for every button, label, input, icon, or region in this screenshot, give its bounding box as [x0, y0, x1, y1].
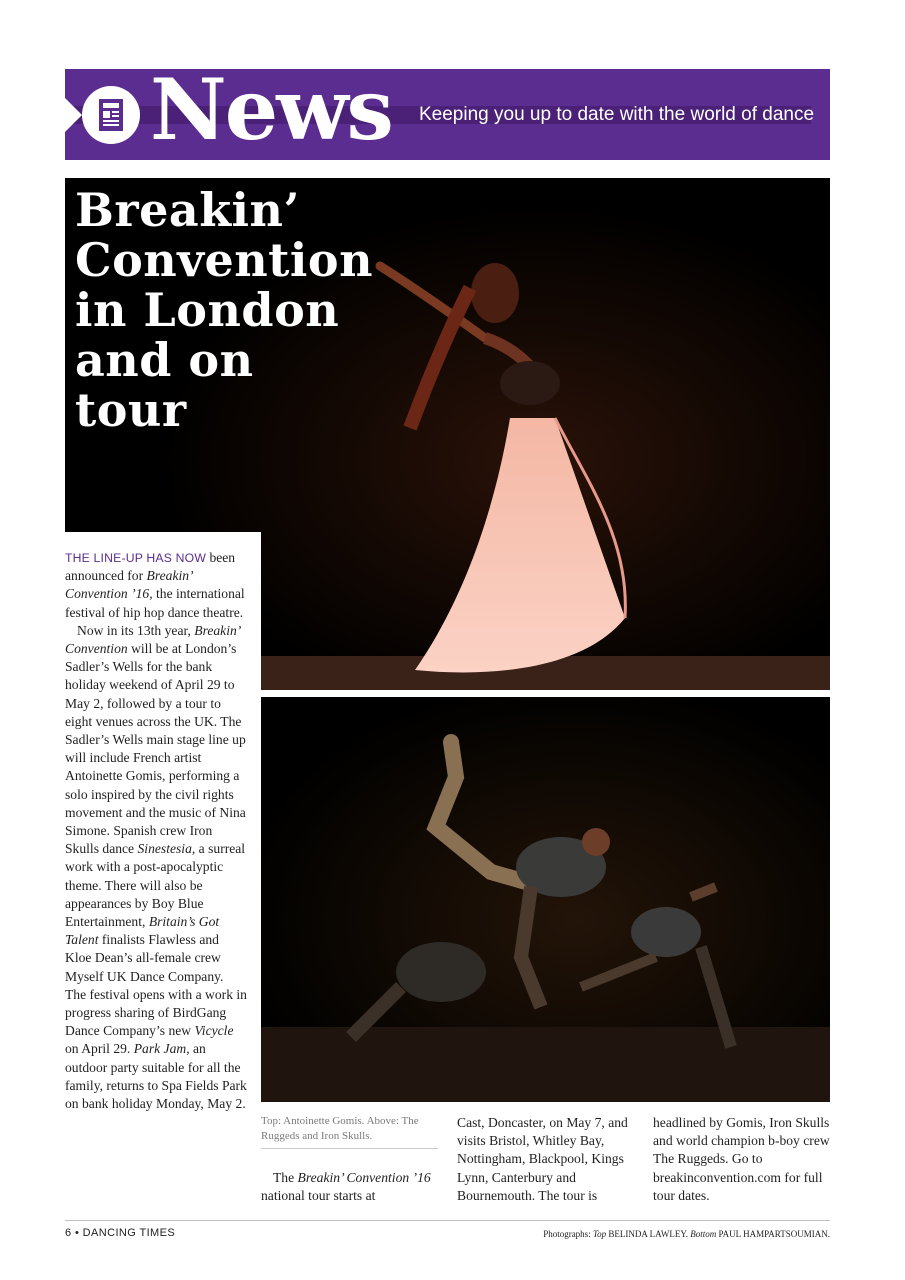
tour-headliners: headlined by Gomis, Iron Skulls and world champion b-boy crew The Ruggeds. Go to breakinconvention.com for full tour dates.: [653, 1115, 830, 1203]
lead-in-caps: THE LINE-UP HAS NOW: [65, 551, 207, 565]
body-text: , an outdoor party suitable for all the family, returns to Spa Fields Park on bank holiday Monday, May 2.: [65, 1041, 247, 1112]
festival-name: Breakin’ Convention ’16: [65, 568, 193, 602]
body-text: will be at London’s Sadler’s Wells for the bank holiday weekend of April 29 to May 2, followed by a tour to eight venues across the UK. The Sadler’s Wells main stage line up will include French artist Antoinette Gomis, performing a solo inspired by the civil rights movement and the music of Nina Simone. Spanish crew Iron Skulls dance: [65, 641, 246, 857]
intro-paragraph: [65, 549, 247, 622]
intro-text: been announced for: [65, 550, 236, 584]
banner-tagline: Keeping you up to date with the world of dance: [419, 104, 815, 125]
tour-paragraph: [261, 1169, 441, 1205]
banner-notch: [65, 98, 82, 132]
body-text: The: [273, 1170, 298, 1185]
credit-top-name: BELINDA LAWLEY.: [606, 1229, 691, 1239]
body-paragraph: [65, 622, 247, 1113]
footer-rule: [65, 1220, 830, 1221]
body-text: , a surreal work with a post-apocalyptic theme. There will also be appearances by Boy Blue Entertainment,: [65, 841, 246, 930]
festival-name: Breakin’ Convention: [65, 622, 240, 657]
credit-top-label: Top: [592, 1229, 607, 1239]
page-number: 6 • DANCING TIMES: [65, 1227, 176, 1239]
festival-name: Breakin’ Convention ’16: [297, 1170, 431, 1185]
intro-text-end: , the international festival of hip hop dance theatre.: [65, 586, 245, 620]
body-text: on April 29.: [65, 1041, 134, 1057]
photo-breakdancers: [261, 697, 830, 1102]
body-text: Now in its 13th year,: [77, 622, 195, 638]
credit-bottom-label: Bottom: [690, 1229, 717, 1239]
body-text: national tour starts at: [261, 1188, 376, 1204]
photo-credits: [543, 1229, 830, 1239]
article-column-3: [457, 1114, 637, 1205]
article-column-1: [65, 549, 247, 1113]
work-title: Vicycle: [194, 1023, 234, 1039]
event-title: Park Jam: [133, 1041, 187, 1057]
show-title: Britain’s Got Talent: [65, 914, 220, 948]
photo-caption: Top: Antoinette Gomis. Above: The Ruggeds and Iron Skulls.: [261, 1114, 438, 1149]
section-title: News: [150, 60, 392, 159]
article-column-4: [653, 1114, 833, 1205]
work-title: Sinestesia: [137, 841, 192, 857]
article-headline: Breakin’ Convention in London and on tour: [75, 183, 374, 437]
article-column-2: [261, 1169, 441, 1205]
credit-bottom-name: PAUL HAMPARTSOUMIAN.: [716, 1229, 830, 1239]
tour-continued: Cast, Doncaster, on May 7, and visits Bristol, Whitley Bay, Nottingham, Blackpool, Kings Lynn, Canterbury and Bournemouth. The tour is: [457, 1115, 628, 1203]
document-icon: [82, 86, 140, 144]
credit-label: Photographs:: [543, 1229, 593, 1239]
body-text: finalists Flawless and Kloe Dean’s all-female crew Myself UK Dance Company. The festival opens with a work in progress sharing of BirdGang Dance Company’s new: [65, 932, 247, 1039]
